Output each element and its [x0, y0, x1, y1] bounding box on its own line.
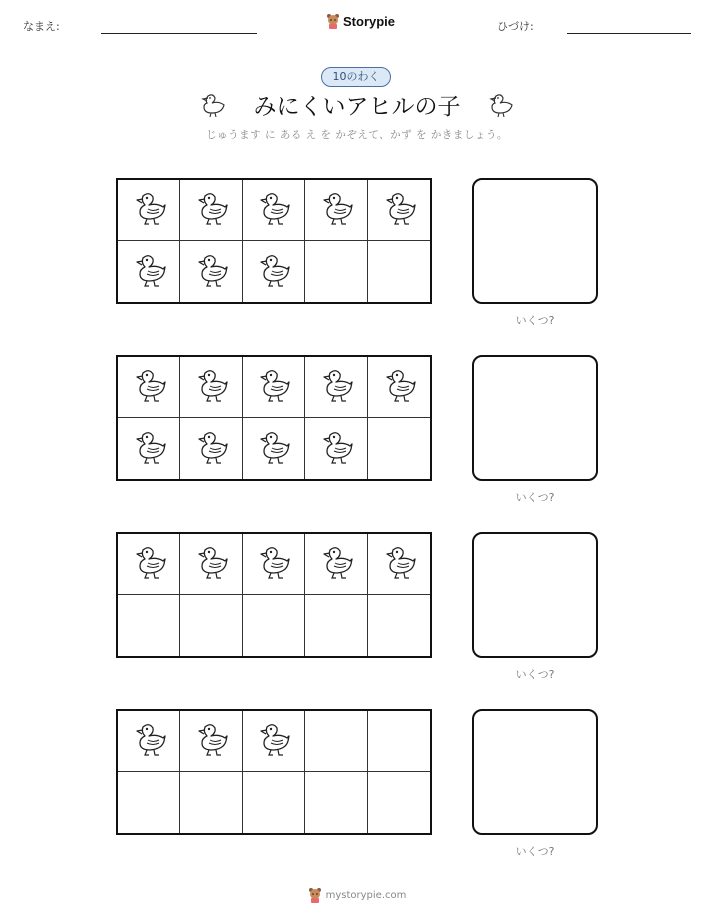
frame-cell — [243, 711, 305, 772]
answer-box-3[interactable] — [472, 532, 598, 658]
duckling-icon — [191, 427, 231, 471]
frame-cell — [118, 180, 180, 241]
ten-frame-2 — [116, 355, 432, 481]
duckling-icon — [129, 542, 169, 586]
duckling-icon — [191, 365, 231, 409]
ten-frame-3 — [116, 532, 432, 658]
duckling-icon — [191, 719, 231, 763]
question-label: いくつ? — [515, 314, 555, 327]
question-label: いくつ? — [515, 845, 555, 858]
frame-cell — [118, 772, 180, 833]
frame-cell — [368, 595, 430, 656]
duckling-icon — [253, 542, 293, 586]
instructions: じゅうます に ある え を かぞえて、かず を かきましょう。 — [206, 129, 508, 141]
duckling-icon — [191, 542, 231, 586]
duckling-icon — [379, 188, 419, 232]
ten-frame-1 — [116, 178, 432, 304]
frame-cell — [305, 180, 367, 241]
duckling-icon — [379, 542, 419, 586]
frame-cell — [305, 357, 367, 418]
frame-cell — [118, 418, 180, 479]
frame-cell — [368, 534, 430, 595]
frame-cell — [118, 711, 180, 772]
duckling-icon — [316, 365, 356, 409]
frame-cell — [243, 241, 305, 302]
frame-cell — [180, 711, 242, 772]
duckling-icon — [316, 427, 356, 471]
duckling-icon — [191, 188, 231, 232]
duckling-icon — [129, 427, 169, 471]
frame-cell — [368, 357, 430, 418]
brand-name: Storypie — [343, 13, 396, 29]
frame-cell — [180, 357, 242, 418]
name-line[interactable] — [101, 33, 257, 34]
frame-cell — [180, 534, 242, 595]
frame-cell — [243, 595, 305, 656]
answer-box-2[interactable] — [472, 355, 598, 481]
duckling-icon — [253, 188, 293, 232]
frame-cell — [180, 241, 242, 302]
frame-cell — [118, 357, 180, 418]
frame-cell — [305, 595, 367, 656]
frame-cell — [305, 711, 367, 772]
frame-cell — [180, 418, 242, 479]
duckling-icon — [253, 365, 293, 409]
duckling-icon — [316, 188, 356, 232]
frame-cell — [243, 180, 305, 241]
answer-box-4[interactable] — [472, 709, 598, 835]
duckling-icon — [316, 542, 356, 586]
frame-cell — [368, 418, 430, 479]
frame-cell — [180, 595, 242, 656]
duckling-icon — [253, 427, 293, 471]
frame-cell — [305, 418, 367, 479]
frame-cell — [368, 241, 430, 302]
frame-cell — [118, 241, 180, 302]
name-label: なまえ: — [23, 20, 60, 33]
date-line[interactable] — [567, 33, 691, 34]
frame-cell — [118, 534, 180, 595]
frame-cell — [368, 180, 430, 241]
duckling-icon — [253, 250, 293, 294]
duckling-icon — [129, 250, 169, 294]
duck-icon — [487, 92, 515, 118]
frame-cell — [243, 357, 305, 418]
frame-cell — [180, 772, 242, 833]
storypie-logo-icon — [326, 13, 340, 29]
answer-box-1[interactable] — [472, 178, 598, 304]
duckling-icon — [129, 365, 169, 409]
frame-cell — [243, 772, 305, 833]
storypie-logo-icon — [308, 887, 322, 903]
duckling-icon — [129, 719, 169, 763]
frame-cell — [305, 772, 367, 833]
footer-url: mystorypie.com — [325, 889, 407, 901]
duckling-icon — [253, 719, 293, 763]
ten-frame-4 — [116, 709, 432, 835]
duckling-icon — [129, 188, 169, 232]
frame-cell — [180, 180, 242, 241]
brand — [326, 13, 395, 29]
duckling-icon — [191, 250, 231, 294]
frame-cell — [368, 711, 430, 772]
frame-cell — [243, 534, 305, 595]
question-label: いくつ? — [515, 491, 555, 504]
date-label: ひづけ: — [497, 20, 534, 33]
frame-cell — [368, 772, 430, 833]
frame-cell — [305, 241, 367, 302]
frame-cell — [118, 595, 180, 656]
footer — [0, 887, 714, 903]
question-label: いくつ? — [515, 668, 555, 681]
page-title: みにくいアヒルの子 — [253, 94, 461, 120]
frame-cell — [243, 418, 305, 479]
frame-cell — [305, 534, 367, 595]
duckling-icon — [379, 365, 419, 409]
topic-badge: 10のわく — [321, 67, 391, 87]
